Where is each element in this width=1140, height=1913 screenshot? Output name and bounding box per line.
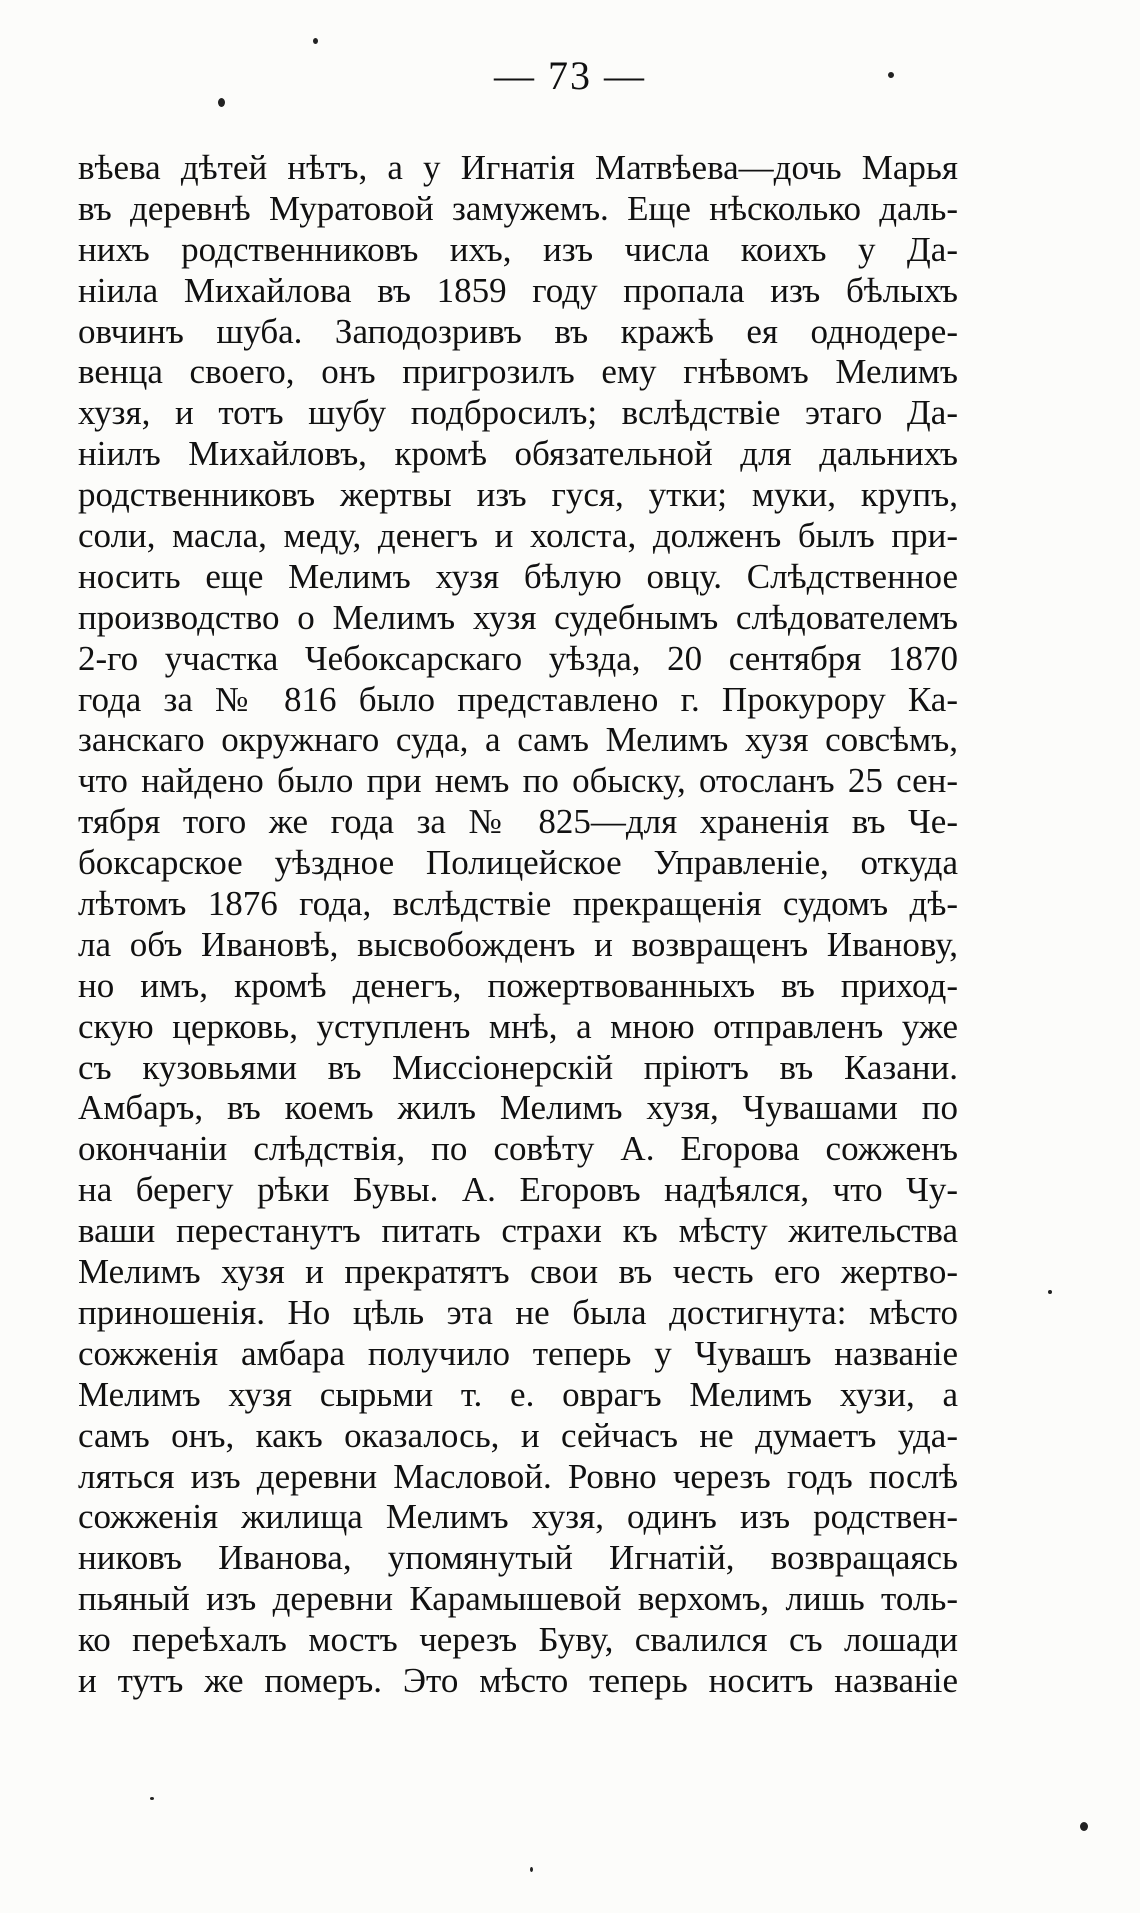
text-line: и тутъ же померъ. Это мѣсто теперь носитъ названіе: [78, 1660, 958, 1700]
scan-speck: [150, 1797, 154, 1800]
text-line: скую церковь, уступленъ мнѣ, а мною отправленъ уже: [78, 1006, 958, 1046]
text-line: года за № 816 было представлено г. Прокурору Ка-: [78, 679, 958, 719]
text-line: соли, масла, меду, денегъ и холста, долженъ былъ при-: [78, 516, 958, 556]
text-line: овчинъ шуба. Заподозривъ въ кражѣ ея однодере-: [78, 311, 958, 351]
text-line: носить еще Мелимъ хузя бѣлую овцу. Слѣдственное: [78, 556, 958, 596]
text-line: 2-го участка Чебоксарскаго уѣзда, 20 сентября 1870: [78, 638, 958, 678]
text-line: вѣева дѣтей нѣтъ, а у Игнатія Матвѣева—дочь Марья: [78, 148, 958, 187]
text-line: ніилъ Михайловъ, кромѣ обязательной для дальнихъ: [78, 434, 958, 474]
text-line: венца своего, онъ пригрозилъ ему гнѣвомъ Мелимъ: [78, 352, 958, 392]
text-line: Мелимъ хузя и прекратятъ свои въ честь его жертво-: [78, 1252, 958, 1292]
text-line: никовъ Иванова, упомянутый Игнатій, возвращаясь: [78, 1538, 958, 1578]
scan-speck: [530, 1867, 533, 1872]
scan-speck: [218, 98, 225, 107]
scan-speck: [313, 38, 318, 44]
scan-speck: [888, 72, 894, 78]
text-line: окончаніи слѣдствія, по совѣту А. Егорова сожженъ: [78, 1129, 958, 1169]
text-line: Амбаръ, въ коемъ жилъ Мелимъ хузя, Чувашами по: [78, 1088, 958, 1128]
text-line: сожженія жилища Мелимъ хузя, одинъ изъ родствен-: [78, 1497, 958, 1537]
scan-speck: [1080, 1822, 1088, 1831]
text-line: что найдено было при немъ по обыску, отосланъ 25 сен-: [78, 761, 958, 801]
text-line: ляться изъ деревни Масловой. Ровно черезъ годъ послѣ: [78, 1456, 958, 1496]
text-line: хузя, и тотъ шубу подбросилъ; вслѣдствіе этаго Да-: [78, 393, 958, 433]
text-line: занскаго окружнаго суда, а самъ Мелимъ хузя совсѣмъ,: [78, 720, 958, 760]
text-line: на берегу рѣки Бувы. А. Егоровъ надѣялся, что Чу-: [78, 1170, 958, 1210]
text-line: тября того же года за № 825—для храненія въ Че-: [78, 802, 958, 842]
text-line: нихъ родственниковъ ихъ, изъ числа коихъ у Да-: [78, 229, 958, 269]
text-line: ко переѣхалъ мостъ черезъ Буву, свалился съ лошади: [78, 1620, 958, 1660]
text-line: самъ онъ, какъ оказалось, и сейчасъ не думаетъ уда-: [78, 1415, 958, 1455]
text-line: ніила Михайлова въ 1859 году пропала изъ бѣлыхъ: [78, 270, 958, 310]
text-line: Мелимъ хузя сырьми т. е. оврагъ Мелимъ хузи, а: [78, 1374, 958, 1414]
text-line: сожженія амбара получило теперь у Чувашъ названіе: [78, 1333, 958, 1373]
text-line: но имъ, кромѣ денегъ, пожертвованныхъ въ приход-: [78, 965, 958, 1005]
text-line: пьяный изъ деревни Карамышевой верхомъ, лишь толь-: [78, 1579, 958, 1619]
page-number: — 73 —: [494, 53, 646, 98]
text-line: ла объ Ивановѣ, высвобожденъ и возвращенъ Иванову,: [78, 924, 958, 964]
text-line: боксарское уѣздное Полицейское Управленіе, откуда: [78, 843, 958, 883]
text-line: лѣтомъ 1876 года, вслѣдствіе прекращенія судомъ дѣ-: [78, 884, 958, 924]
scan-speck: [1048, 1290, 1052, 1294]
body-text: [78, 148, 958, 1702]
text-line: родственниковъ жертвы изъ гуся, утки; муки, крупъ,: [78, 475, 958, 515]
text-line: производство о Мелимъ хузя судебнымъ слѣдователемъ: [78, 597, 958, 637]
text-line: приношенія. Но цѣль эта не была достигнута: мѣсто: [78, 1292, 958, 1332]
text-line: въ деревнѣ Муратовой замужемъ. Еще нѣсколько даль-: [78, 188, 958, 228]
text-line: ваши перестанутъ питать страхи къ мѣсту жительства: [78, 1211, 958, 1251]
text-line: съ кузовьями въ Миссіонерскій пріютъ въ Казани.: [78, 1047, 958, 1087]
